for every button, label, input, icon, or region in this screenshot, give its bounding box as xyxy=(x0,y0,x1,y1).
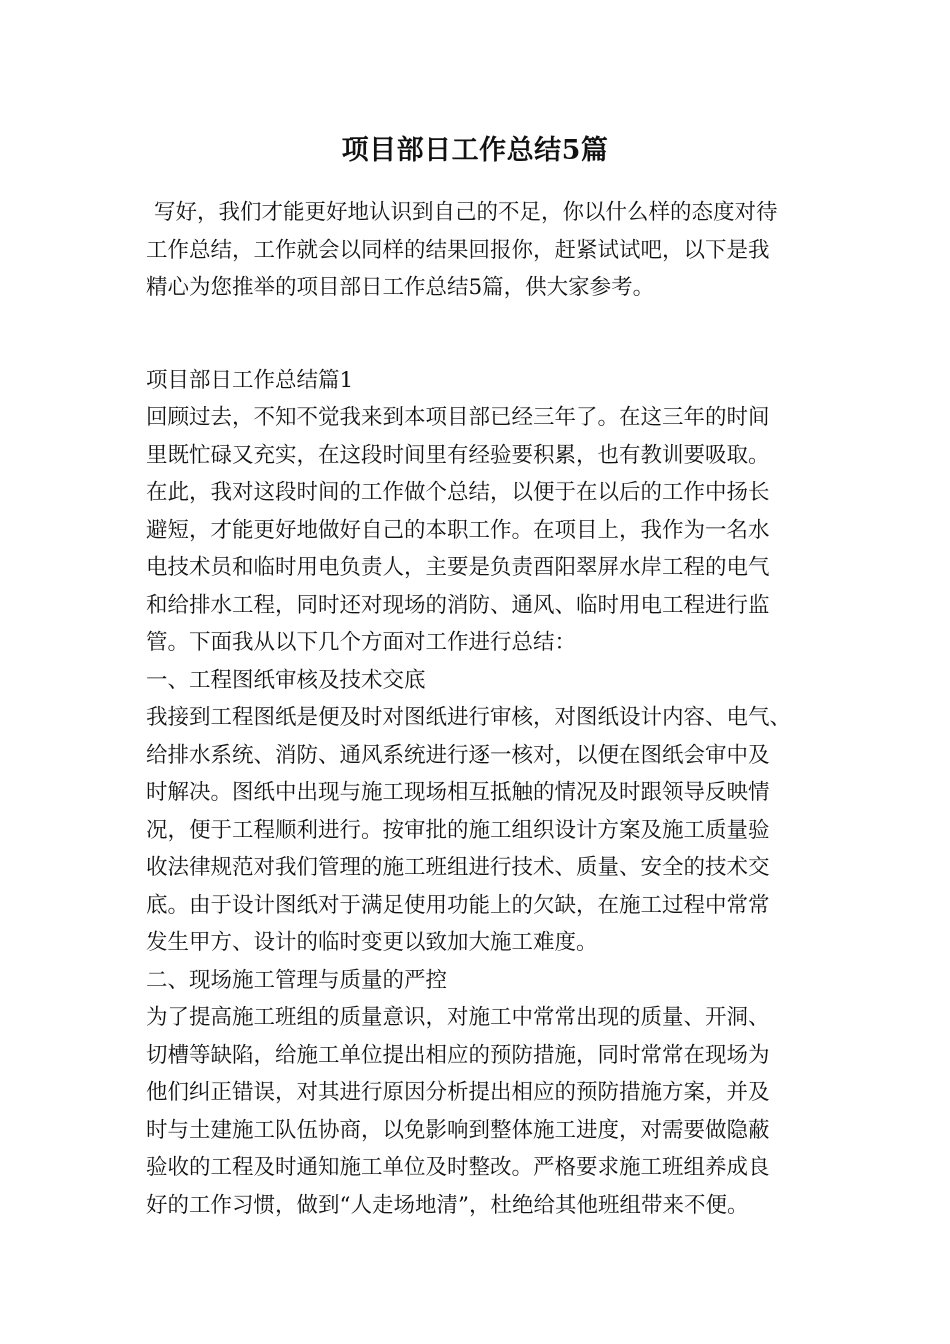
intro-paragraph xyxy=(146,194,826,307)
paragraph-line: 时与土建施工队伍协商，以免影响到整体施工进度，对需要做隐蔽 xyxy=(146,1117,770,1143)
paragraph-line: 底。由于设计图纸对于满足使用功能上的欠缺，在施工过程中常常 xyxy=(146,892,770,918)
paragraph-line: 和给排水工程，同时还对现场的消防、通风、临时用电工程进行监 xyxy=(146,592,770,618)
paragraph-line: 回顾过去，不知不觉我来到本项目部已经三年了。在这三年的时间 xyxy=(146,405,770,430)
paragraph-line: 切槽等缺陷，给施工单位提出相应的预防措施，同时常常在现场为 xyxy=(146,1042,770,1068)
subheading-1: 一、工程图纸审核及技术交底 xyxy=(146,667,426,693)
paragraph-line: 好的工作习惯，做到“人走场地清”，杜绝给其他班组带来不便。 xyxy=(146,1192,749,1218)
paragraph-line: 避短，才能更好地做好自己的本职工作。在项目上，我作为一名水 xyxy=(146,517,770,543)
paragraph-1 xyxy=(146,399,826,662)
section-title: 项目部日工作总结篇1 xyxy=(146,367,354,393)
paragraph-line: 我接到工程图纸是便及时对图纸进行审核，对图纸设计内容、电气、 xyxy=(146,705,792,730)
paragraph-spacer xyxy=(146,307,826,362)
paragraph-line: 为了提高施工班组的质量意识，对施工中常常出现的质量、开洞、 xyxy=(146,1005,770,1030)
paragraph-line: 发生甲方、设计的临时变更以致加大施工难度。 xyxy=(146,930,598,955)
document-title: 项目部日工作总结5篇 xyxy=(341,135,609,166)
paragraph-line: 验收的工程及时通知施工单位及时整改。严格要求施工班组养成良 xyxy=(146,1155,770,1180)
intro-line: 写好，我们才能更好地认识到自己的不足，你以什么样的态度对待 xyxy=(154,200,778,225)
paragraph-2 xyxy=(146,699,826,962)
paragraph-line: 里既忙碌又充实，在这段时间里有经验要积累，也有教训要吸取。 xyxy=(146,442,770,468)
paragraph-line: 管。下面我从以下几个方面对工作进行总结： xyxy=(146,630,577,655)
paragraph-line: 他们纠正错误，对其进行原因分析提出相应的预防措施方案，并及 xyxy=(146,1080,770,1105)
paragraph-line: 时解决。图纸中出现与施工现场相互抵触的情况及时跟领导反映情 xyxy=(146,780,770,805)
paragraph-line: 在此，我对这段时间的工作做个总结，以便于在以后的工作中扬长 xyxy=(146,480,770,505)
paragraph-line: 电技术员和临时用电负责人，主要是负责酉阳翠屏水岸工程的电气 xyxy=(146,555,770,580)
intro-line: 工作总结，工作就会以同样的结果回报你，赶紧试试吧，以下是我 xyxy=(146,237,770,263)
paragraph-line: 给排水系统、消防、通风系统进行逐一核对，以便在图纸会审中及 xyxy=(146,742,770,768)
intro-line: 精心为您推举的项目部日工作总结5篇，供大家参考。 xyxy=(146,275,655,300)
subheading-2: 二、现场施工管理与质量的严控 xyxy=(146,967,448,993)
paragraph-line: 况，便于工程顺利进行。按审批的施工组织设计方案及施工质量验 xyxy=(146,817,770,843)
paragraph-line: 收法律规范对我们管理的施工班组进行技术、质量、安全的技术交 xyxy=(146,855,770,880)
paragraph-3 xyxy=(146,999,826,1224)
document-body xyxy=(146,194,826,1224)
